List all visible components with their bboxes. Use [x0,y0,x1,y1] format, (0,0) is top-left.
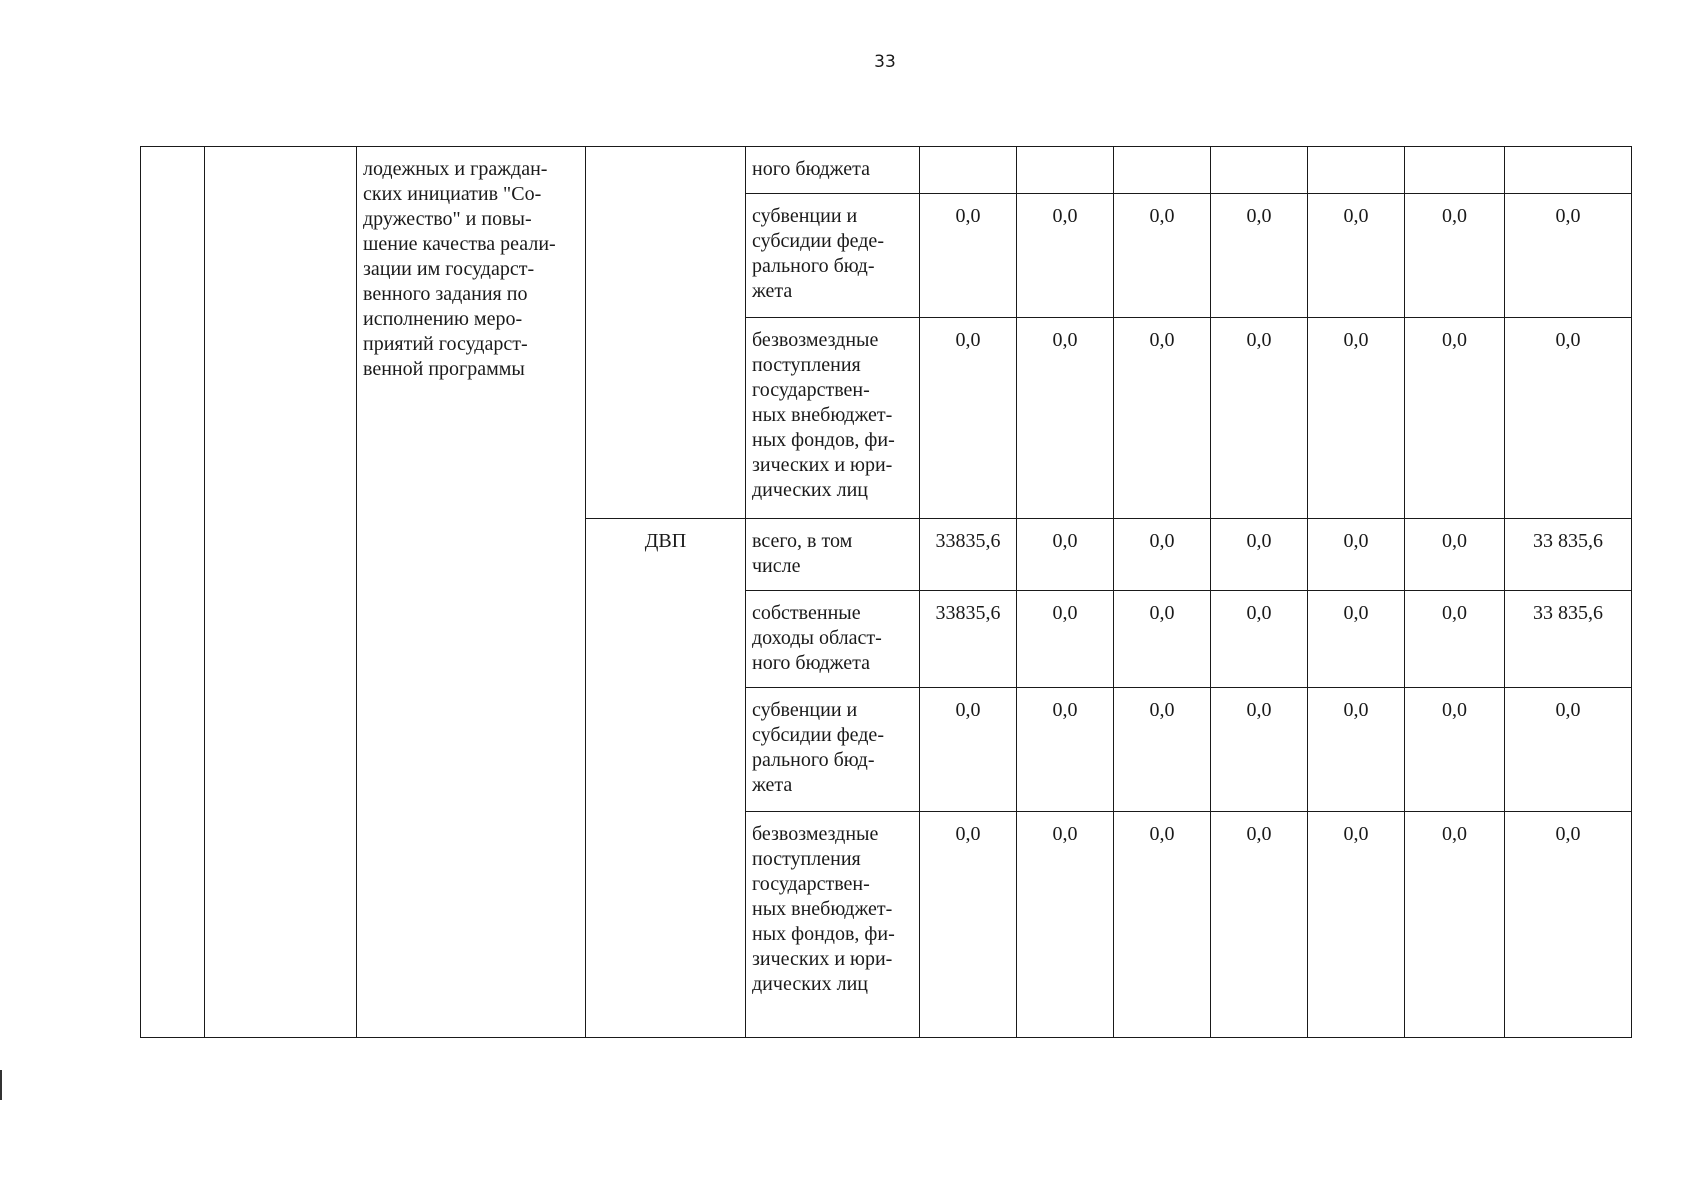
budget-line-label-line: числе [752,555,801,577]
year-value-cell [1211,812,1308,1038]
cell-value: 0,0 [1442,329,1467,351]
cell-value: 0,0 [1052,699,1078,721]
total-value-cell [1505,591,1632,688]
budget-line-label-cell [746,147,920,194]
budget-line-label-line: зических и юри- [752,948,893,970]
cell-value: 0,0 [1442,699,1467,721]
year-value-cell [1114,519,1211,591]
year-value-cell [920,591,1017,688]
budget-line-label [752,601,913,676]
budget-line-label [752,157,913,182]
cell-value: 0,0 [955,823,981,845]
year-value-cell [1308,812,1405,1038]
cell-value: 0,0 [1555,205,1581,227]
cell-value: 0,0 [1343,205,1369,227]
budget-line-label-line: жета [752,280,793,302]
budget-line-label-line: поступления [752,848,861,870]
cell-value: 33 835,6 [1533,602,1603,624]
cell-value: 0,0 [1052,602,1078,624]
cell-value: 0,0 [1149,823,1175,845]
total-value-cell [1505,147,1632,194]
cell-value: 0,0 [1246,699,1272,721]
funding-source-cell [586,147,746,519]
budget-line-label-line: государствен- [752,873,870,895]
cell-value: 0,0 [1343,329,1369,351]
year-value-cell [1405,318,1505,519]
cell-value: 0,0 [1052,823,1078,845]
budget-line-label-line: рального бюд- [752,255,875,277]
total-value-cell [1505,812,1632,1038]
cell-value: 0,0 [955,205,981,227]
year-value-cell [1405,812,1505,1038]
table-row [141,147,1632,194]
funding-source-cell [586,519,746,1038]
year-value-cell [1211,688,1308,812]
measure-name [363,157,579,382]
year-value-cell [1308,591,1405,688]
budget-line-label [752,529,913,579]
row-number-cell [141,147,205,1038]
cell-value: 33835,6 [935,602,1001,624]
cell-value: 0,0 [1442,205,1467,227]
year-value-cell [1114,591,1211,688]
budget-line-label [752,822,913,997]
cell-value: 0,0 [1343,530,1369,552]
year-value-cell [920,812,1017,1038]
measure-name-line: ских инициатив "Со- [363,183,542,205]
budget-line-label-cell [746,591,920,688]
year-value-cell [1405,194,1505,318]
cell-value: 0,0 [955,329,981,351]
budget-line-label-line: зических и юри- [752,454,893,476]
year-value-cell [1308,194,1405,318]
year-value-cell [1017,194,1114,318]
year-value-cell [1211,591,1308,688]
year-value-cell [1017,519,1114,591]
cell-value: 0,0 [1149,205,1175,227]
total-value-cell [1505,194,1632,318]
year-value-cell [1405,591,1505,688]
measure-name-line: венного задания по [363,283,528,305]
measure-name-line: венной программы [363,358,525,380]
cell-value: 0,0 [1442,823,1467,845]
year-value-cell [920,519,1017,591]
budget-line-label-line: безвозмездные [752,329,879,351]
cell-value: 0,0 [1343,823,1369,845]
year-value-cell [1308,147,1405,194]
budget-line-label-line: дических лиц [752,479,868,501]
budget-line-label-line: ного бюджета [752,652,870,674]
year-value-cell [1308,519,1405,591]
cell-value: 0,0 [1343,699,1369,721]
measure-name-line: дружество" и повы- [363,208,532,230]
budget-line-label-line: безвозмездные [752,823,879,845]
program-code-cell [205,147,357,1038]
measure-name-cell [357,147,586,1038]
total-value-cell [1505,318,1632,519]
year-value-cell [1114,194,1211,318]
cell-value: 33835,6 [935,530,1001,552]
budget-line-label-line: жета [752,774,793,796]
budget-line-label-line: ных внебюджет- [752,404,893,426]
year-value-cell [1017,591,1114,688]
budget-line-label-line: ных фондов, фи- [752,429,895,451]
year-value-cell [920,688,1017,812]
budget-line-label [752,698,913,798]
year-value-cell [1308,318,1405,519]
budget-line-label-line: субвенции и [752,205,858,227]
budget-line-label [752,328,913,503]
budget-line-label [752,204,913,304]
funding-source-label: ДВП [644,530,687,552]
cell-value: 0,0 [1442,530,1467,552]
year-value-cell [1017,318,1114,519]
page-number: 33 [874,52,896,72]
cell-value: 0,0 [1555,699,1581,721]
measure-name-line: шение качества реали- [363,233,556,255]
cell-value: 0,0 [1246,823,1272,845]
year-value-cell [1405,688,1505,812]
cell-value: 0,0 [1149,602,1175,624]
budget-line-label-cell [746,812,920,1038]
budget-line-label-line: субвенции и [752,699,858,721]
budget-line-label-cell [746,688,920,812]
measure-name-line: зации им государст- [363,258,535,280]
budget-line-label-line: всего, в том [752,530,853,552]
year-value-cell [1017,812,1114,1038]
budget-line-label-line: поступления [752,354,861,376]
budget-line-label-cell [746,519,920,591]
budget-line-label-cell [746,194,920,318]
year-value-cell [1114,318,1211,519]
budget-line-label-line: государствен- [752,379,870,401]
year-value-cell [1211,519,1308,591]
year-value-cell [1308,688,1405,812]
year-value-cell [920,147,1017,194]
total-value-cell [1505,688,1632,812]
cell-value: 0,0 [1246,530,1272,552]
cell-value: 0,0 [1555,823,1581,845]
year-value-cell [1017,688,1114,812]
cell-value: 0,0 [1555,329,1581,351]
year-value-cell [1114,147,1211,194]
cell-value: 0,0 [1052,205,1078,227]
cell-value: 0,0 [1343,602,1369,624]
measure-name-line: приятий государст- [363,333,528,355]
year-value-cell [1211,147,1308,194]
cell-value: 0,0 [1052,329,1078,351]
cell-value: 0,0 [1149,699,1175,721]
cell-value: 0,0 [1246,602,1272,624]
measure-name-line: лодежных и граждан- [363,158,548,180]
budget-line-label-line: собственные [752,602,861,624]
year-value-cell [1405,519,1505,591]
table-body [141,147,1632,1038]
year-value-cell [1114,688,1211,812]
year-value-cell [1114,812,1211,1038]
cell-value: 0,0 [1149,329,1175,351]
scan-edge-mark [0,1070,2,1100]
year-value-cell [1017,147,1114,194]
cell-value: 0,0 [1246,205,1272,227]
year-value-cell [1211,318,1308,519]
budget-table [140,146,1632,1038]
total-value-cell [1505,519,1632,591]
year-value-cell [1405,147,1505,194]
budget-line-label-line: доходы област- [752,627,882,649]
budget-line-label-line: ных фондов, фи- [752,923,895,945]
budget-line-label-line: рального бюд- [752,749,875,771]
year-value-cell [1211,194,1308,318]
budget-line-label-line: субсидии феде- [752,724,884,746]
cell-value: 0,0 [955,699,981,721]
budget-line-label-cell [746,318,920,519]
budget-line-label-line: субсидии феде- [752,230,884,252]
cell-value: 33 835,6 [1533,530,1603,552]
cell-value: 0,0 [1052,530,1078,552]
cell-value: 0,0 [1246,329,1272,351]
year-value-cell [920,318,1017,519]
budget-line-label-line: ных внебюджет- [752,898,893,920]
year-value-cell [920,194,1017,318]
measure-name-line: исполнению меро- [363,308,523,330]
cell-value: 0,0 [1149,530,1175,552]
cell-value: 0,0 [1442,602,1467,624]
budget-line-label-line: дических лиц [752,973,868,995]
budget-line-label-line: ного бюджета [752,158,870,180]
